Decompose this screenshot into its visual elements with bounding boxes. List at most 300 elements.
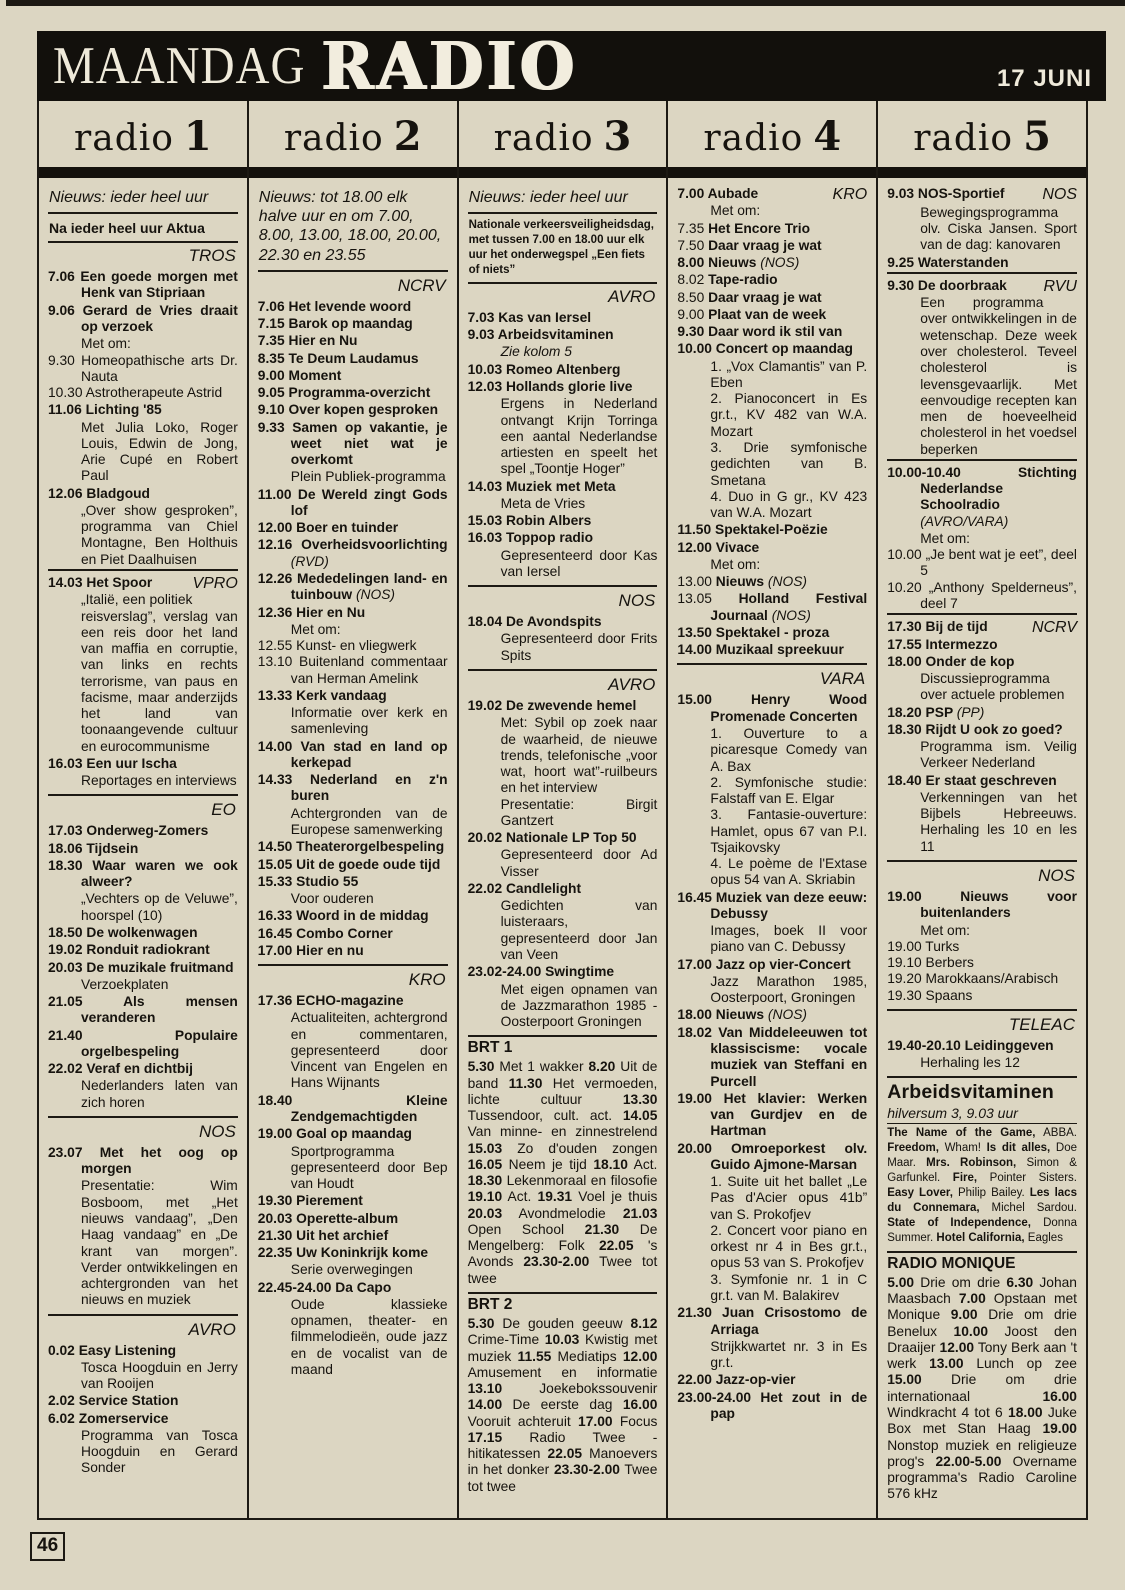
- column-title-radio-2: [258, 101, 448, 164]
- column-header-bar: [668, 167, 876, 178]
- program-time: 12.16: [257, 537, 293, 553]
- program-entry: 12.00 Vivace: [677, 539, 760, 555]
- section-title: RADIO: [321, 27, 578, 105]
- program-time: 7.03: [467, 309, 495, 325]
- program-entry: 18.04 De Avondspits: [467, 614, 602, 630]
- program-time: 20.03: [257, 1210, 293, 1226]
- date-label: 17 JUNI: [996, 65, 1092, 92]
- program-description: 1. Suite uit het ballet „Le Pas d'Acier opus 41b” van S. Prokofjev: [710, 1174, 868, 1222]
- program-description: 4. Le poème de l'Extase opus 54 van A. Skriabin: [710, 856, 868, 888]
- program-entry: 18.50 De wolkenwagen: [48, 925, 198, 941]
- program-description: Nederlanders laten van zich horen: [81, 1078, 238, 1110]
- program-entry: 14.00 Muzikaal spreekuur: [677, 642, 844, 658]
- program-entry: 16.33 Woord in de middag: [257, 908, 429, 924]
- program-entry: 14.03 Muziek met Meta: [467, 478, 616, 494]
- program-time: 12.55: [257, 638, 293, 654]
- program-description: Reportages en interviews: [81, 773, 237, 789]
- program-entry: 22.02 Veraf en dichtbij: [48, 1061, 193, 1077]
- program-time: 13.05: [677, 591, 712, 607]
- program-time: 10.00-10.40: [887, 464, 961, 480]
- program-time: 18.06: [48, 840, 83, 856]
- program-entry: 7.06 Een goede morgen met Henk van Stipriaan: [48, 269, 238, 301]
- column-radio-2: [247, 101, 457, 1520]
- program-entry: 9.25 Waterstanden: [887, 254, 1009, 270]
- program-entry: 7.35 Het Encore Trio: [677, 220, 811, 236]
- program-time: 23.07: [48, 1144, 83, 1160]
- program-description: Tosca Hoogduin en Jerry van Rooijen: [81, 1359, 238, 1392]
- program-time: 12.00: [677, 539, 712, 555]
- column-title-radio-4: [677, 101, 867, 164]
- program-time: 19.00: [887, 888, 922, 904]
- station-name: radio: [703, 118, 804, 159]
- program-entry: KRO 7.00 Aubade: [677, 186, 868, 203]
- program-description: Programma van Tosca Hoogduin en Gerard Sonder: [81, 1427, 238, 1476]
- program-time: 12.00: [257, 520, 293, 536]
- program-time: 10.20: [887, 579, 922, 595]
- program-time: 18.04: [467, 614, 503, 630]
- station-name: radio: [493, 118, 594, 159]
- program-entry: 22.35 Uw Koninkrijk kome: [257, 1245, 429, 1261]
- program-time: 14.03: [467, 478, 503, 494]
- program-time: 12.03: [467, 379, 503, 394]
- program-entry: 19.40-20.10 Leidinggeven: [887, 1037, 1054, 1053]
- program-entry: 15.33 Studio 55: [257, 873, 359, 889]
- program-entry: 19.00 Nieuws voor buitenlanders: [887, 888, 1077, 921]
- column-title-radio-5: [887, 101, 1077, 164]
- program-entry: 8.35 Te Deum Laudamus: [257, 350, 419, 366]
- broadcaster-label: NOS: [48, 1116, 238, 1144]
- program-time: 17.30: [887, 619, 922, 635]
- program-description: 4. Duo in G gr., KV 423 van W.A. Mozart: [710, 488, 868, 521]
- program-entry: 20.03 De muzikale fruitmand: [48, 959, 234, 975]
- program-description: Oude klassieke opnamen, theater- en filmmelodieën, oude jazz en de vocalist van de maand: [290, 1296, 448, 1377]
- program-time: 7.50: [677, 237, 705, 253]
- program-time: 9.30: [677, 324, 705, 340]
- station-number: 2: [393, 113, 422, 160]
- program-time: 2.02: [48, 1393, 75, 1409]
- column-title-radio-3: [468, 101, 658, 164]
- program-entry: 18.40 Er staat geschreven: [887, 772, 1057, 788]
- program-time: 9.30: [887, 277, 915, 293]
- program-description: Strijkkwartet nr. 3 in Es gr.t.: [710, 1338, 868, 1371]
- program-time: 9.00: [257, 367, 285, 383]
- station-number: 3: [603, 113, 632, 160]
- section-subtitle: hilversum 3, 9.03 uur: [887, 1105, 1077, 1124]
- program-time: 0.02: [48, 1342, 75, 1358]
- broadcaster-label: AVRO: [48, 1314, 238, 1342]
- program-time: 22.02: [48, 1061, 83, 1077]
- program-time: 20.02: [467, 830, 503, 846]
- program-time: 20.00: [677, 1140, 712, 1156]
- program-entry: 17.36 ECHO-magazine: [257, 993, 404, 1009]
- program-entry: 18.00 Onder de kop: [887, 653, 1015, 669]
- day-title: MAANDAG: [53, 36, 306, 96]
- program-time: 12.36: [257, 604, 293, 620]
- program-time: 12.26: [257, 571, 293, 586]
- broadcaster-label: VPRO: [192, 574, 238, 592]
- program-entry: 11.06 Lichting '85: [48, 402, 162, 418]
- program-description: Presentatie: Wim Bosboom, met „Het nieuws vandaag”, „Den Haag vandaag” en „De krant van morgen”. Verder ontwikkelingen en achtergronden van het nieuws en muziek: [81, 1178, 238, 1308]
- program-entry: 18.06 Tijdsein: [48, 840, 139, 856]
- program-time: 14.03: [48, 574, 83, 590]
- broadcaster-label: KRO: [832, 186, 868, 203]
- program-entry: 23.00-24.00 Het zout in de pap: [677, 1389, 868, 1421]
- program-time: 16.33: [257, 908, 293, 924]
- program-time: 8.35: [257, 350, 285, 366]
- program-entry: 17.00 Hier en nu: [257, 942, 364, 958]
- program-description: Met om:: [920, 922, 971, 938]
- program-entry: 11.50 Spektakel-Poëzie: [677, 522, 828, 538]
- program-description: 1. „Vox Clamantis” van P. Eben: [710, 358, 868, 390]
- listings-grid: [37, 101, 1088, 1520]
- broadcaster-label: AVRO: [468, 669, 658, 697]
- program-time: 16.03: [48, 755, 83, 771]
- program-description: Met om:: [81, 336, 131, 352]
- program-time: 9.03: [467, 327, 495, 343]
- program-entry: 18.20 PSP (PP): [887, 704, 985, 720]
- program-time: 9.06: [48, 302, 75, 318]
- program-time: 7.06: [48, 269, 75, 285]
- program-entry: 17.00 Jazz op vier-Concert: [677, 956, 851, 972]
- program-entry: 7.03 Kas van Iersel: [467, 309, 592, 325]
- column-radio-5: [876, 101, 1088, 1520]
- program-subentry: 19.00 Turks: [887, 938, 960, 954]
- program-description: Bewegingsprogramma olv. Ciska Jansen. Sport van de dag: kanovaren: [920, 204, 1077, 253]
- program-entry: 9.10 Over kopen gesproken: [257, 402, 439, 418]
- program-entry: 7.15 Barok op maandag: [257, 316, 413, 332]
- program-description: Ergens in Nederland ontvangt Krijn Torringa een aantal Nederlandse artiesten en speelt het spel „Toontje Hoger”: [500, 396, 658, 477]
- program-time: 19.00: [257, 1126, 293, 1142]
- program-subentry: 19.10 Berbers: [887, 955, 974, 971]
- program-flow-text: 5.30 De gouden geeuw 8.12 Crime-Time 10.03 Kwistig met muziek 11.55 Mediatips 12.00 Amusement en informatie 13.10 Joekebokssouvenir 14.00 De eerste dag 16.00 Vooruit achteruit 17.00 Focus 17.15 Radio Twee - hitikatessen 22.05 Manoevers in het donker 23.30-2.00 Twee tot twee: [467, 1316, 658, 1494]
- program-description: 3. Symfonie nr. 1 in C gr.t. van M. Balakirev: [710, 1271, 868, 1303]
- program-time: 12.06: [48, 485, 83, 501]
- program-description: Actualiteiten, achtergrond en commentaren, gepresenteerd door Vincent van Engelen en Hans Wijnants: [290, 1010, 448, 1091]
- program-entry: 17.55 Intermezzo: [887, 636, 998, 652]
- program-description: Herhaling les 12: [920, 1055, 1020, 1071]
- program-time: 18.40: [257, 1092, 293, 1108]
- program-entry: 10.00-10.40 Stichting Nederlandse Schoolradio (AVRO/VARA): [887, 459, 1077, 530]
- program-time: 14.33: [257, 772, 293, 788]
- program-entry: 9.06 Gerard de Vries draait op verzoek: [48, 302, 238, 334]
- program-description: Gepresenteerd door Kas van Iersel: [500, 547, 658, 579]
- program-entry: 7.50 Daar vraag je wat: [677, 237, 822, 253]
- column-radio-3: [457, 101, 667, 1520]
- program-time: 9.03: [887, 186, 915, 201]
- program-entry: 10.00 Concert op maandag: [677, 341, 853, 357]
- program-description: Achtergronden van de Europese samenwerking: [290, 805, 448, 837]
- program-description: Verkenningen van het Bijbels Hebreeuws. Herhaling les 10 en les 11: [920, 789, 1077, 854]
- program-entry: 9.33 Samen op vakantie, je weet niet wat je overkomt: [257, 419, 448, 468]
- program-time: 22.45-24.00: [257, 1279, 332, 1295]
- program-time: 19.02: [467, 697, 503, 713]
- program-entry: 7.35 Hier en Nu: [257, 333, 358, 349]
- program-time: 16.45: [677, 889, 712, 905]
- program-time: 16.45: [257, 925, 293, 941]
- program-description: Jazz Marathon 1985, Oosterpoort, Groningen: [710, 973, 868, 1006]
- program-time: 9.05: [257, 385, 285, 401]
- news-note: Nationale verkeersveiligheidsdag, met tussen 7.00 en 18.00 uur elk uur het onderwegspel „Een fiets of niets”: [468, 217, 658, 284]
- program-description: Met: Sybil op zoek naar de waarheid, de nieuwe trends, telefonische „voor wat, hoort wat”-ruilbeurs en het interview: [500, 715, 658, 796]
- program-description: Zie kolom 5: [500, 344, 572, 360]
- program-entry: 16.03 Een uur Ischa: [48, 755, 177, 771]
- program-time: 18.00: [887, 653, 922, 669]
- program-entry: RVU 9.30 De doorbraak: [887, 272, 1077, 294]
- program-time: 8.02: [677, 272, 705, 288]
- program-description: „Italië, een politiek reisverslag”, verslag van een reis door het land van maffia en corruptie, van links en rechts terrorisme, van paus en facisme, maar anderzijds het land van toonaangevende cultuur en eurocommunisme: [81, 592, 238, 754]
- program-time: 7.06: [257, 298, 285, 314]
- program-time: 18.30: [887, 721, 922, 737]
- program-time: 19.40-20.10: [887, 1037, 961, 1053]
- program-time: 7.35: [677, 220, 705, 236]
- program-entry: 8.02 Tape-radio: [677, 272, 778, 288]
- program-entry: 13.05 Holland Festival Journaal (NOS): [677, 591, 868, 623]
- program-time: 15.03: [467, 513, 503, 529]
- program-time: 19.10: [887, 955, 922, 971]
- program-subentry: 19.30 Spaans: [887, 987, 973, 1003]
- program-description: Voor ouderen: [290, 891, 374, 907]
- program-description: Presentatie: Birgit Gantzert: [500, 796, 658, 828]
- program-entry: 13.50 Spektakel - proza: [677, 624, 830, 640]
- program-time: 22.00: [677, 1372, 712, 1388]
- program-entry: 18.00 Nieuws (NOS): [677, 1007, 807, 1023]
- station-name: radio: [74, 118, 174, 159]
- program-time: 18.00: [677, 1007, 712, 1023]
- program-entry: 8.50 Daar vraag je wat: [677, 289, 822, 305]
- program-time: 16.03: [467, 530, 503, 546]
- station-number: 4: [813, 113, 842, 160]
- program-entry: 15.00 Henry Wood Promenade Concerten: [677, 692, 868, 724]
- masthead: [37, 27, 1106, 105]
- program-time: 13.50: [677, 624, 712, 640]
- program-time: 13.00: [677, 574, 712, 590]
- program-description: Met Julia Loko, Roger Louis, Edwin de Jong, Arie Cupé en Robert Paul: [81, 419, 238, 484]
- program-entry: 19.00 Het klavier: Werken van Gurdjev en de Hartman: [677, 1090, 868, 1139]
- program-time: 10.03: [467, 361, 503, 377]
- program-entry: 17.03 Onderweg-Zomers: [48, 823, 209, 839]
- broadcaster-label: VARA: [677, 663, 867, 691]
- program-time: 9.30: [48, 352, 75, 368]
- program-description: Met om:: [290, 621, 341, 637]
- broadcaster-label: TROS: [188, 246, 236, 266]
- program-time: 8.00: [677, 255, 705, 271]
- program-time: 17.36: [257, 993, 293, 1009]
- program-entry: 18.30 Waar waren we ook alweer?: [48, 857, 238, 890]
- program-description: Informatie over kerk en samenleving: [290, 705, 448, 737]
- program-entry: 14.50 Theaterorgelbespeling: [257, 839, 445, 855]
- page-number: 46: [30, 1532, 65, 1561]
- program-time: 23.02-24.00: [467, 964, 542, 980]
- program-description: Serie overwegingen: [290, 1262, 413, 1278]
- program-time: 22.35: [257, 1245, 293, 1261]
- program-description: Een programma over ontwikkelingen in de wetenschap. Deze week over cholesterol. Teveel cholesterol is levensgevaarlijk. Met eenvoudige recepten kan men de hoeveelheid cholesterol in het voedsel beperken: [920, 295, 1077, 457]
- program-description: Met om:: [710, 203, 761, 219]
- section-heading: Arbeidsvitaminen: [887, 1076, 1077, 1105]
- program-description: Met eigen opnamen van de Jazzmarathon 1985 - Oosterpoort Groningen: [500, 981, 658, 1030]
- program-entry: 19.02 Ronduit radiokrant: [48, 942, 210, 958]
- program-time: 7.15: [257, 316, 285, 332]
- program-flow-text: 5.30 Met 1 wakker 8.20 Uit de band 11.30 Het vermoeden, lichte cultuur 13.30 Tussendoor, cult. act. 14.05 Van minne- en zinnestrelend 15.03 Zo d'ouden zongen 16.05 Neem je tijd 18.10 Act. 18.30 Lekenmoraal en filosofie 19.10 Act. 19.31 Voel je thuis 20.03 Avondmelodie 21.03 Open School 21.30 De Mengelberg: Folk 22.05 's Avonds 23.30-2.00 Twee tot twee: [467, 1059, 658, 1286]
- program-time: 15.05: [257, 856, 293, 872]
- program-time: 21.05: [48, 994, 83, 1010]
- program-entry: 15.03 Robin Albers: [467, 513, 592, 529]
- program-entry: 12.26 Mededelingen land- en tuinbouw (NOS): [257, 571, 448, 603]
- program-description: 3. Drie symfonische gedichten van B. Smetana: [710, 439, 868, 488]
- program-time: 13.33: [257, 687, 293, 703]
- program-subentry: 9.30 Homeopathische arts Dr. Nauta: [48, 352, 238, 384]
- program-description: Programma ism. Veilig Verkeer Nederland: [920, 739, 1077, 771]
- program-time: 10.00: [677, 341, 712, 357]
- program-time: 21.40: [48, 1027, 83, 1043]
- program-entry: 9.05 Programma-overzicht: [257, 385, 431, 401]
- program-time: 6.02: [48, 1410, 75, 1426]
- program-time: 7.35: [257, 333, 285, 349]
- program-time: 23.00-24.00: [677, 1389, 752, 1405]
- broadcaster-label: AVRO: [608, 286, 656, 306]
- program-time: 19.30: [257, 1193, 293, 1209]
- program-entry: 11.00 De Wereld zingt Gods lof: [257, 486, 448, 518]
- program-time: 17.00: [677, 956, 712, 972]
- program-entry: NOS 9.03 NOS-Sportief: [887, 186, 1077, 203]
- program-entry: 22.00 Jazz-op-vier: [677, 1372, 796, 1388]
- program-description: Gepresenteerd door Ad Visser: [500, 847, 658, 879]
- column-header-bar: [459, 167, 667, 178]
- program-time: 13.10: [257, 654, 293, 670]
- program-description: 2. Pianoconcert in Es gr.t., KV 482 van W.A. Mozart: [710, 391, 868, 439]
- broadcaster-label: TELEAC: [887, 1009, 1077, 1037]
- program-entry: 13.00 Nieuws (NOS): [677, 574, 807, 590]
- program-entry: 12.06 Bladgoud: [48, 485, 150, 501]
- program-description: 2. Concert voor piano en orkest nr 4 in Bes gr.t., opus 53 van S. Prokofjev: [710, 1222, 868, 1271]
- program-time: 9.33: [257, 419, 285, 435]
- program-subentry: 13.10 Buitenland commentaar van Herman Amelink: [257, 654, 448, 686]
- program-description: Discussieprogramma over actuele problemen: [920, 671, 1065, 703]
- program-time: 21.30: [677, 1305, 712, 1321]
- program-time: 14.50: [257, 839, 293, 855]
- program-entry: 0.02 Easy Listening: [48, 1342, 177, 1358]
- program-description: Meta de Vries: [500, 495, 586, 511]
- program-entry: 21.40 Populaire orgelbespeling: [48, 1027, 238, 1059]
- program-entry: 16.03 Toppop radio: [467, 530, 594, 546]
- section-heading: BRT 1: [468, 1035, 658, 1058]
- program-time: 11.06: [48, 402, 82, 418]
- program-time: 17.03: [48, 823, 83, 839]
- program-description: Images, boek II voor piano van C. Debussy: [710, 923, 868, 955]
- program-time: 9.10: [257, 402, 285, 418]
- program-time: 14.00: [677, 642, 712, 658]
- program-time: 18.30: [48, 857, 83, 873]
- program-entry: 12.03 Hollands glorie live: [467, 379, 633, 394]
- program-time: 15.33: [257, 873, 293, 889]
- program-time: 18.20: [887, 704, 922, 720]
- section-heading: BRT 2: [468, 1292, 658, 1315]
- program-time: 18.02: [677, 1024, 712, 1040]
- program-entry: 18.30 Rijdt U ook zo goed?: [887, 721, 1063, 737]
- broadcaster-label: NOS: [468, 585, 658, 613]
- program-entry: 19.30 Pierement: [257, 1193, 363, 1209]
- program-time: 9.25: [887, 254, 915, 270]
- program-description: Met om:: [710, 556, 761, 572]
- program-entry: 21.30 Juan Crisostomo de Arriaga: [677, 1305, 868, 1337]
- program-description: „Vechters op de Veluwe”, hoorspel (10): [81, 891, 238, 923]
- program-time: 22.02: [467, 880, 503, 896]
- program-time: 19.30: [887, 987, 922, 1003]
- section-heading: RADIO MONIQUE: [887, 1251, 1077, 1274]
- program-description: 3. Fantasie-ouverture: Hamlet, opus 67 van P.I. Tsjaikovsky: [710, 807, 868, 855]
- program-entry: 20.03 Operette-album: [257, 1210, 399, 1226]
- program-time: 19.00: [887, 938, 922, 954]
- program-time: 21.30: [257, 1227, 293, 1243]
- program-entry: 6.02 Zomerservice: [48, 1410, 169, 1426]
- program-entry: 9.30 Daar word ik stil van: [677, 324, 843, 340]
- program-entry: 10.03 Romeo Altenberg: [467, 361, 621, 377]
- program-entry: 16.45 Combo Corner: [257, 925, 393, 941]
- program-entry: 16.45 Muziek van deze eeuw: Debussy: [677, 889, 868, 921]
- program-subentry: 10.30 Astrotherapeute Astrid: [48, 385, 223, 401]
- program-description: Gedichten van luisteraars, gepresenteerd door Jan van Veen: [500, 898, 658, 962]
- program-entry: 15.05 Uit de goede oude tijd: [257, 856, 441, 872]
- program-entry: 14.00 Van stad en land op kerkepad: [257, 738, 448, 770]
- program-time: 10.00: [887, 547, 922, 563]
- program-time: 11.00: [257, 486, 292, 502]
- news-note: Nieuws: ieder heel uur: [48, 186, 238, 214]
- column-header-bar: [878, 167, 1086, 178]
- program-entry: 2.02 Service Station: [48, 1393, 179, 1409]
- program-subentry: 19.20 Marokkaans/Arabisch: [887, 971, 1059, 987]
- program-description: „Over show gesproken”, programma van Chiel Montagne, Ben Holthuis en Piet Daalhuisen: [81, 502, 238, 567]
- program-description: Gepresenteerd door Frits Spits: [500, 631, 658, 663]
- column-header-bar: [39, 167, 247, 178]
- broadcaster-label: NOS: [1042, 186, 1077, 203]
- program-subentry: 10.20 „Anthony Spelderneus”, deel 7: [887, 579, 1077, 611]
- program-description: Met om:: [920, 530, 971, 546]
- broadcaster-label: NCRV: [1031, 619, 1077, 637]
- station-name: radio: [283, 118, 384, 159]
- news-note: Na ieder heel uur Aktua: [48, 217, 238, 243]
- broadcaster-label: RVU: [1043, 277, 1077, 295]
- station-name: radio: [913, 118, 1014, 159]
- program-entry: 12.16 Overheidsvoorlichting (RVD): [257, 537, 448, 569]
- program-entry: 23.07 Met het oog op morgen: [48, 1144, 238, 1177]
- program-entry: 22.45-24.00 Da Capo: [257, 1279, 392, 1295]
- program-entry: 21.05 Als mensen veranderen: [48, 994, 238, 1026]
- program-subentry: 12.55 Kunst- en vliegwerk: [257, 638, 417, 654]
- program-entry: 8.00 Nieuws (NOS): [677, 255, 800, 271]
- column-header-bar: [249, 167, 457, 178]
- program-time: 14.00: [257, 738, 293, 754]
- program-time: 18.40: [887, 772, 922, 788]
- program-entry: 9.03 Arbeidsvitaminen: [467, 327, 614, 343]
- broadcaster-label: EO: [48, 794, 238, 822]
- program-subentry: 10.00 „Je bent wat je eet”, deel 5: [887, 547, 1077, 579]
- program-entry: 9.00 Plaat van de week: [677, 306, 827, 322]
- program-entry: VPRO 14.03 Het Spoor: [48, 569, 238, 591]
- program-entry: 20.02 Nationale LP Top 50: [467, 830, 637, 846]
- news-note: Nieuws: tot 18.00 elk halve uur en om 7.00, 8.00, 13.00, 18.00, 20.00, 22.30 en 23.55: [258, 186, 448, 272]
- broadcaster-label: NCRV: [397, 275, 446, 295]
- program-entry: 23.02-24.00 Swingtime: [467, 964, 615, 980]
- program-time: 9.00: [677, 306, 705, 322]
- program-description: Verzoekplaten: [81, 976, 169, 992]
- program-description: Sportprogramma gepresenteerd door Bep van Houdt: [290, 1143, 448, 1192]
- news-note: Nieuws: ieder heel uur: [468, 186, 658, 214]
- program-description: 2. Symfonische studie: Falstaff van E. Elgar: [710, 774, 868, 807]
- program-time: 7.00: [677, 186, 705, 201]
- program-entry: NCRV 17.30 Bij de tijd: [887, 613, 1077, 635]
- program-time: 17.00: [257, 942, 293, 958]
- program-entry: 13.33 Kerk vandaag: [257, 687, 387, 703]
- program-flow-text: 5.00 Drie om drie 6.30 Johan Maasbach 7.00 Opstaan met Monique 9.00 Drie om drie Benelux 10.00 Joost den Draaijer 12.00 Tony Berk aan 't werk 13.00 Lunch op zee 15.00 Drie om drie internationaal 16.00 Windkracht 4 tot 6 18.00 Juke Box met Stan Haag 19.00 Nonstop muziek en religieuze prog's 22.00-5.00 Overname programma's Radio Caroline 576 kHz: [887, 1274, 1077, 1502]
